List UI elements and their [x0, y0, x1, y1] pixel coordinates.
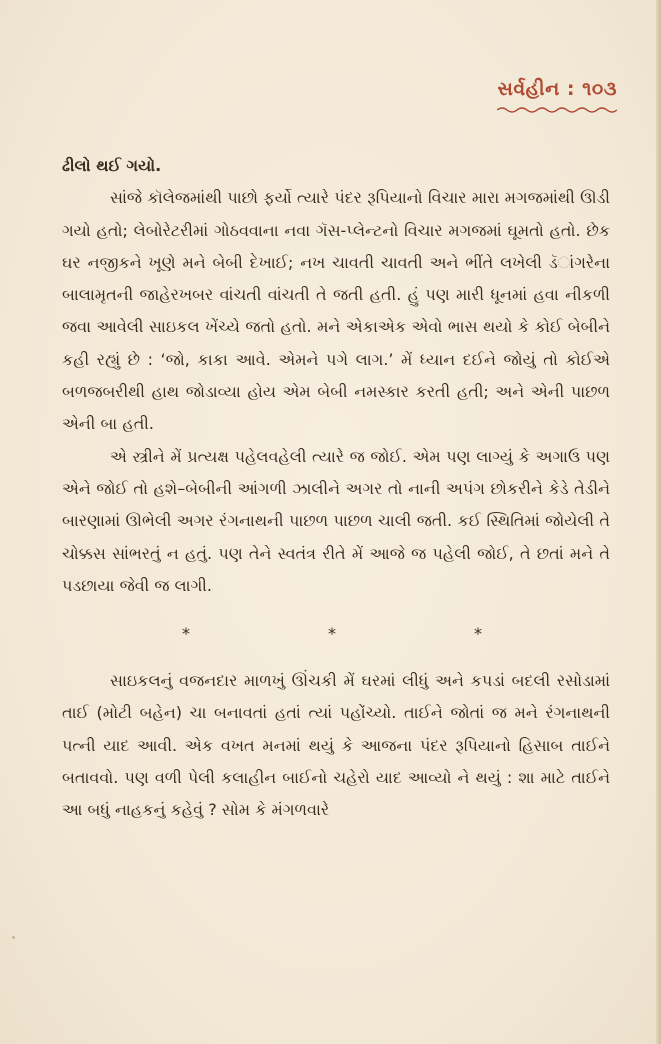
paper-speck: [12, 936, 15, 939]
separator-star: *: [328, 624, 336, 644]
paragraph: સાંજે કૉલેજમાંથી પાછો ફર્યો ત્યારે પંદર રૂપિયાનો વિચાર મારા મગજમાંથી ઊડી ગયો હતો; લેબોરેટરીમાં ગોઠવવાના નવા ગૅસ-પ્લેન્ટનો વિચાર મગજમાં ઘૂમતો હતો. છેક ઘર નજીકને ખૂણે મને બેબી દેખાઈ; નખ ચાવતી ચાવતી અને ભીંતે લખેલી ડૅાંગરેના બાલામૃતની જાહેરખબર વાંચતી વાંચતી તે જતી હતી. હું પણ મારી ધૂનમાં હવા નીકળી જવા આવેલી સાઇકલ ખેંચ્યે જતો હતો. મને એકાએક એવો ભાસ થયો કે કોઈ બેબીને કહી રહ્યું છે : ‘જો, કાકા આવે. એમને પગે લાગ.’ મેં ધ્યાન દઈને જોયું તો કોઈએ બળજબરીથી હાથ જોડાવ્યા હોય એમ બેબી નમસ્કાર કરતી હતી; અને એની પાછળ એની બા હતી.: [62, 188, 610, 434]
section-separator: [182, 624, 482, 643]
wavy-underline: [497, 106, 617, 114]
paragraph-continuation: ઢીલો થઈ ગયો.: [62, 156, 162, 175]
chapter-page-title: સર્વહીન : ૧૦૩: [497, 78, 617, 100]
page-body: [62, 150, 610, 827]
paragraph: સાઇકલનું વજનદાર માળખું ઊંચકી મેં ઘરમાં લીધું અને કપડાં બદલી રસોડામાં તાઈ (મોટી બહેન) ચા બનાવતાં હતાં ત્યાં પહોંચ્યો. તાઈને જોતાં જ મને રંગનાથની પત્ની યાદ આવી. એક વખત મનમાં થયું કે આજના પંદર રૂપિયાનો હિસાબ તાઈને બતાવવો. પણ વળી પેલી કલાહીન બાઈનો ચહેરો યાદ આવ્યો ને થયું : શા માટે તાઈને આ બધું નાહકનું કહેવું ? સોમ કે મંગળવારે: [62, 671, 610, 820]
separator-star: *: [474, 624, 482, 644]
running-header: [497, 78, 617, 114]
separator-star: *: [182, 624, 190, 644]
page-edge: [656, 0, 661, 1044]
paragraph: એ સ્ત્રીને મેં પ્રત્યક્ષ પહેલવહેલી ત્યારે જ જોઈ. એમ પણ લાગ્યું કે અગાઉ પણ એને જોઈ તો હશે–બેબીની આંગળી ઝાલીને અગર તો નાની અપંગ છોકરીને કેડે તેડીને બારણામાં ઊભેલી અગર રંગનાથની પાછળ પાછળ ચાલી જતી. કઈ સ્થિતિમાં જોયેલી તે ચોક્કસ સાંભરતું ન હતું. પણ તેને સ્વતંત્ર રીતે મેં આજે જ પહેલી જોઈ, તે છતાં મને તે પડછાયા જેવી જ લાગી.: [62, 446, 610, 595]
